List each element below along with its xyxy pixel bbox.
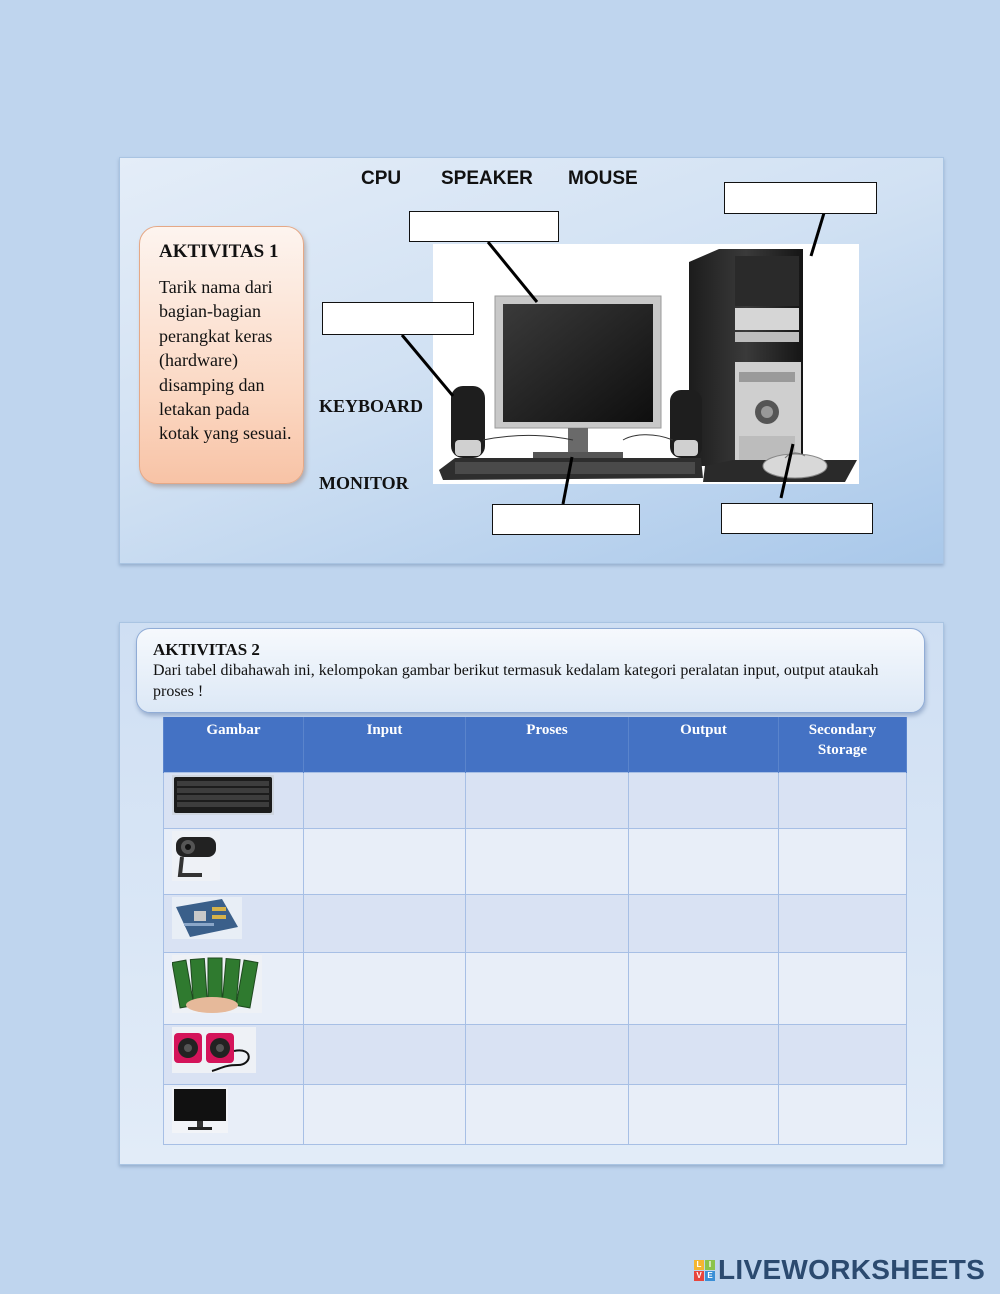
image-cell	[164, 895, 304, 953]
keyboard-photo	[172, 775, 274, 815]
word-speaker[interactable]: SPEAKER	[441, 168, 533, 189]
table-row	[164, 1025, 907, 1085]
motherboard-photo	[172, 897, 242, 939]
table-row	[164, 895, 907, 953]
drop-cell[interactable]	[304, 1085, 466, 1145]
computer-photo	[433, 244, 859, 484]
drop-box-speaker[interactable]	[322, 302, 474, 335]
drop-box-keyboard[interactable]	[492, 504, 640, 535]
drop-cell[interactable]	[466, 773, 629, 829]
image-cell	[164, 1025, 304, 1085]
drop-cell[interactable]	[629, 829, 779, 895]
drop-cell[interactable]	[779, 953, 907, 1025]
column-header: Input	[304, 717, 466, 773]
drop-cell[interactable]	[779, 1025, 907, 1085]
image-cell	[164, 953, 304, 1025]
drop-cell[interactable]	[304, 773, 466, 829]
logo-square: L	[694, 1260, 704, 1270]
drop-cell[interactable]	[779, 895, 907, 953]
word-monitor[interactable]: MONITOR	[319, 473, 409, 493]
drop-box-mouse[interactable]	[721, 503, 873, 534]
word-keyboard[interactable]: KEYBOARD	[319, 396, 424, 416]
drop-box-cpu[interactable]	[724, 182, 877, 214]
column-header: Output	[629, 717, 779, 773]
computer-illustration	[433, 244, 859, 484]
table-row	[164, 953, 907, 1025]
instruction-box	[139, 226, 304, 484]
instruction-text: Tarik nama dari bagian-bagian perangkat keras (hardware) disamping dan letakan pada kotak yang sesuai.	[159, 277, 292, 444]
instruction-title: AKTIVITAS 1	[159, 241, 279, 262]
drop-cell[interactable]	[466, 829, 629, 895]
activity2-title: AKTIVITAS 2	[153, 640, 260, 659]
activity2-panel	[119, 622, 944, 1165]
drop-cell[interactable]	[779, 1085, 907, 1145]
image-cell	[164, 1085, 304, 1145]
drop-cell[interactable]	[466, 1025, 629, 1085]
drop-cell[interactable]	[629, 1085, 779, 1145]
drop-box-monitor[interactable]	[409, 211, 559, 242]
drop-cell[interactable]	[304, 829, 466, 895]
activity1-panel	[119, 157, 944, 564]
table-row	[164, 773, 907, 829]
drop-cell[interactable]	[466, 895, 629, 953]
drop-cell[interactable]	[629, 953, 779, 1025]
column-header: Proses	[466, 717, 629, 773]
drop-cell[interactable]	[466, 953, 629, 1025]
logo-square: E	[705, 1271, 715, 1281]
table-header-row	[164, 717, 907, 773]
drop-cell[interactable]	[629, 895, 779, 953]
table-row	[164, 829, 907, 895]
column-header: Gambar	[164, 717, 304, 773]
logo-square: I	[705, 1260, 715, 1270]
drop-cell[interactable]	[779, 829, 907, 895]
ram-photo	[172, 955, 262, 1013]
drop-cell[interactable]	[779, 773, 907, 829]
drop-cell[interactable]	[629, 773, 779, 829]
word-cpu[interactable]: CPU	[361, 168, 402, 189]
monitor-photo	[172, 1087, 228, 1133]
logo-grid-icon	[694, 1260, 715, 1281]
webcam-photo	[172, 831, 220, 881]
drop-cell[interactable]	[304, 895, 466, 953]
activity2-description: Dari tabel dibahawah ini, kelompokan gambar berikut termasuk kedalam kategori peralatan input, output ataukah proses !	[153, 662, 879, 700]
column-header: Secondary Storage	[779, 717, 907, 773]
liveworksheets-logo	[694, 1255, 985, 1285]
logo-square: V	[694, 1271, 704, 1281]
activity2-banner	[136, 628, 925, 713]
image-cell	[164, 773, 304, 829]
drop-cell[interactable]	[466, 1085, 629, 1145]
word-mouse[interactable]: MOUSE	[568, 168, 638, 189]
classification-table	[163, 717, 907, 1145]
table-row	[164, 1085, 907, 1145]
speaker-photo	[172, 1027, 256, 1073]
logo-text: LIVEWORKSHEETS	[718, 1254, 986, 1285]
drop-cell[interactable]	[304, 953, 466, 1025]
image-cell	[164, 829, 304, 895]
drop-cell[interactable]	[629, 1025, 779, 1085]
drop-cell[interactable]	[304, 1025, 466, 1085]
